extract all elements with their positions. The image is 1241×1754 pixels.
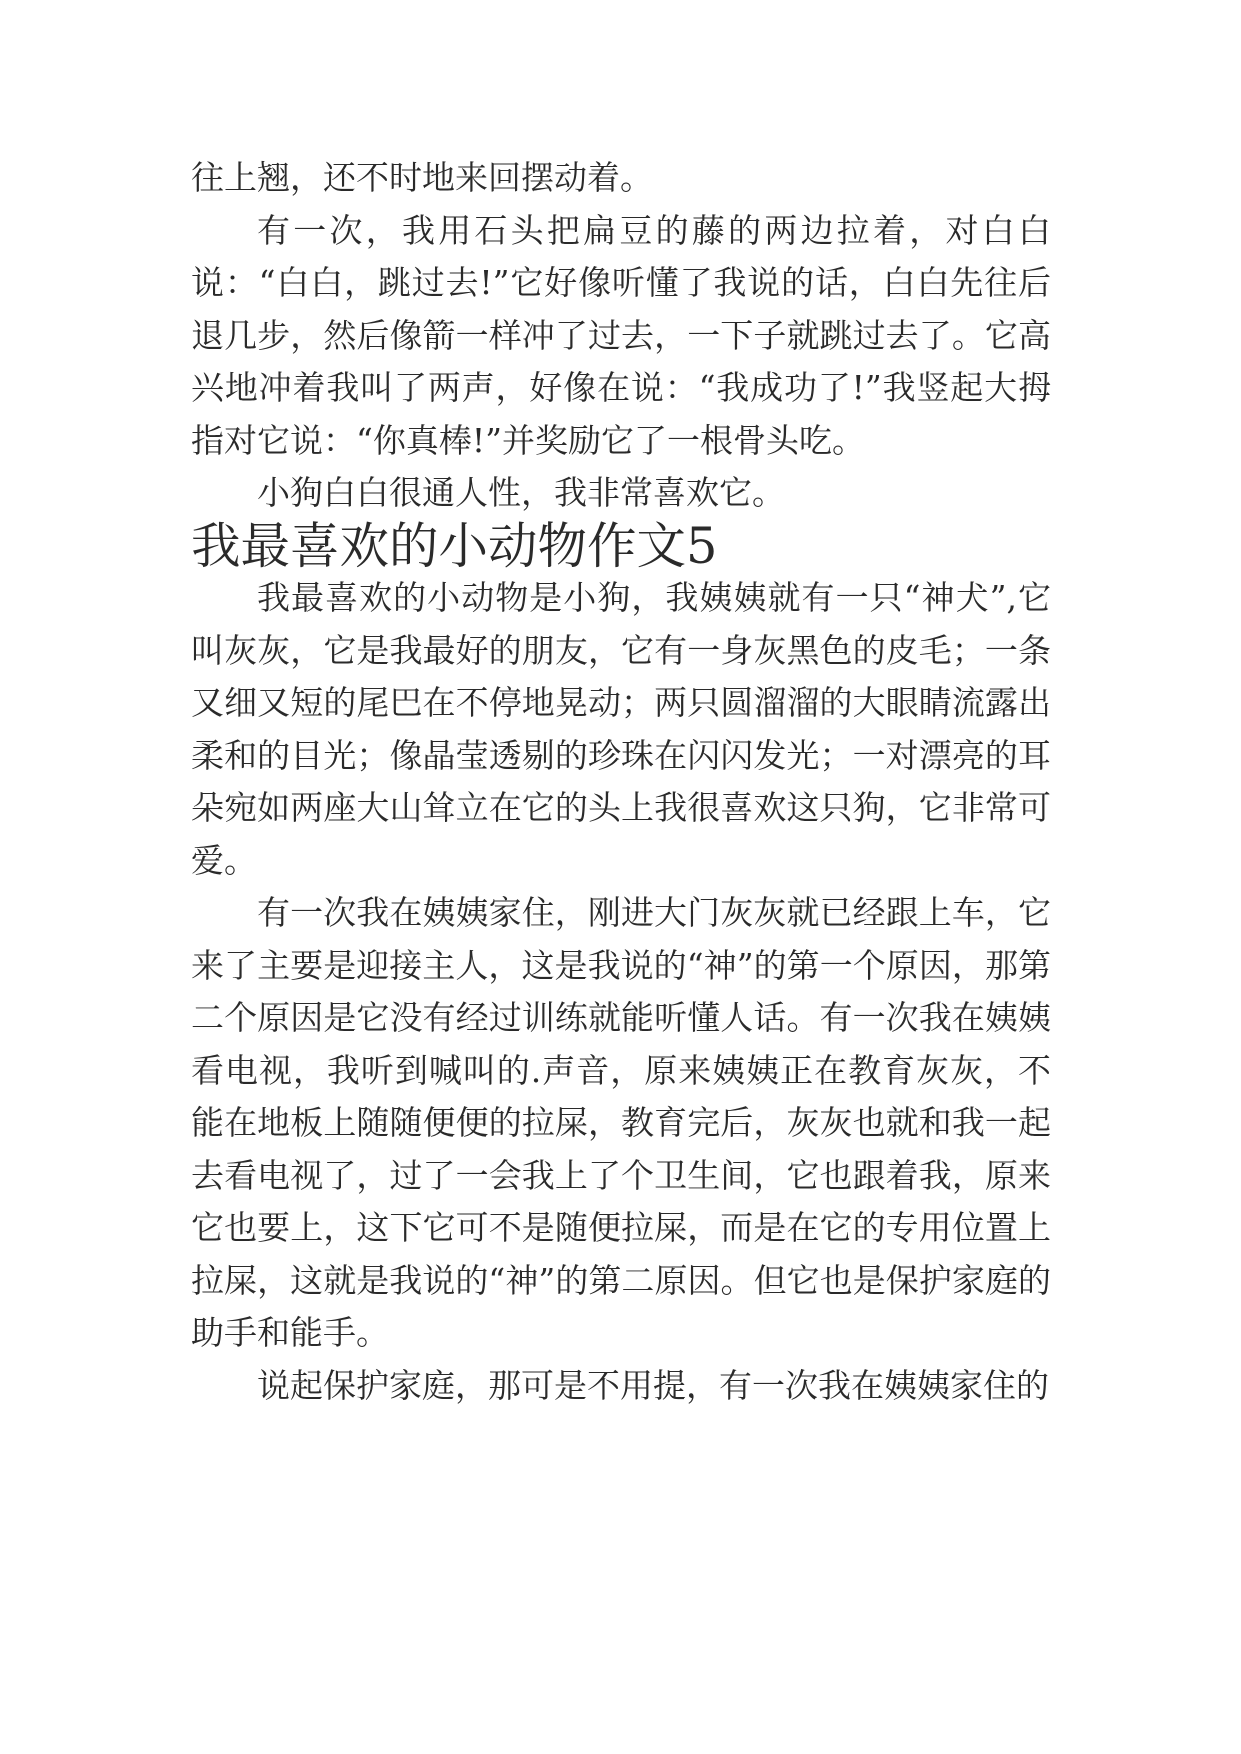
paragraph-continuation: 往上翘，还不时地来回摆动着。 <box>191 158 653 197</box>
paragraph-intro-huihui: 我最喜欢的小动物是小狗，我姨姨就有一只“神犬”,它叫灰灰，它是我最好的朋友，它有一身灰黑色的皮毛；一条又细又短的尾巴在不停地晃动；两只圆溜溜的大眼睛流露出柔和的目光；像晶莹透剔的珍珠在闪闪发光；一对漂亮的耳朵宛如两座大山耸立在它的头上我很喜欢这只狗，它非常可爱。 <box>191 578 1051 880</box>
paragraph-conclusion: 小狗白白很通人性，我非常喜欢它。 <box>257 473 785 512</box>
document-body <box>191 152 1051 1412</box>
paragraph-reasons: 有一次我在姨姨家住，刚进大门灰灰就已经跟上车，它来了主要是迎接主人，这是我说的“神”的第一个原因，那第二个原因是它没有经过训练就能听懂人话。有一次我在姨姨看电视，我听到喊叫的.声音，原来姨姨正在教育灰灰，不能在地板上随随便便的拉屎，教育完后，灰灰也就和我一起去看电视了，过了一会我上了个卫生间，它也跟着我，原来它也要上，这下它可不是随便拉屎，而是在它的专用位置上拉屎，这就是我说的“神”的第二原因。但它也是保护家庭的助手和能手。 <box>191 893 1051 1352</box>
paragraph-protect-family: 说起保护家庭，那可是不用提，有一次我在姨姨家住的 <box>257 1365 1049 1405</box>
paragraph-jump-story: 有一次，我用石头把扁豆的藤的两边拉着，对白白说：“白白，跳过去!”它好像听懂了我说的话，白白先往后退几步，然后像箭一样冲了过去，一下子就跳过去了。它高兴地冲着我叫了两声，好像在说：“我成功了!”我竖起大拇指对它说：“你真棒!”并奖励它了一根骨头吃。 <box>191 210 1051 460</box>
section-title: 我最喜欢的小动物作文5 <box>191 516 718 575</box>
